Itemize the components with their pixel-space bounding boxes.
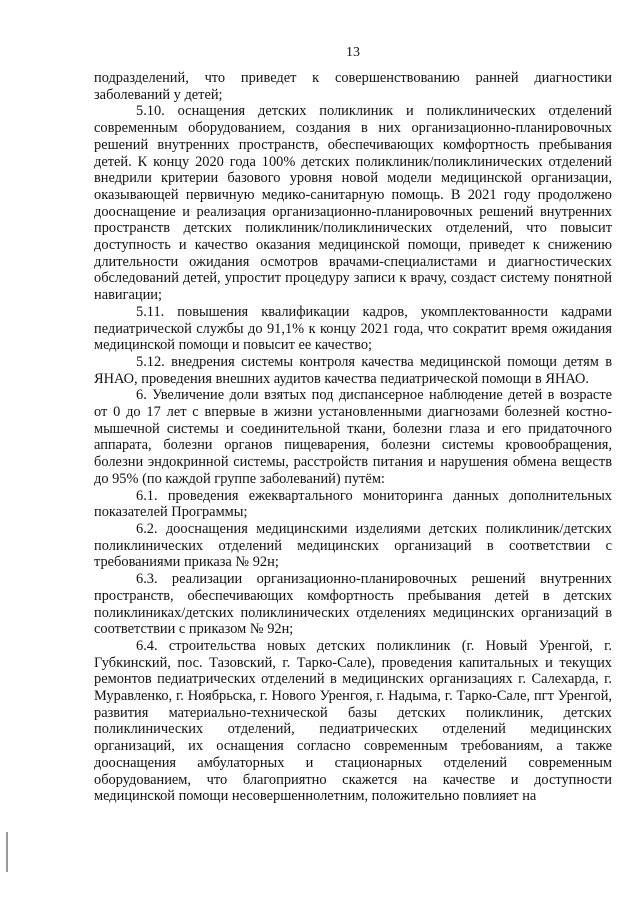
paragraph-5-12: 5.12. внедрения системы контроля качества медицинской помощи детям в ЯНАО, проведения внешних аудитов качества педиатрической помощи в ЯНАО. — [94, 353, 612, 387]
paragraph-6-2: 6.2. дооснащения медицинскими изделиями детских поликлиник/детских поликлинических отделений медицинских организаций в соответствии с требованиями приказа № 92н; — [94, 520, 612, 571]
paragraph-6-3: 6.3. реализации организационно-планировочных решений внутренних пространств, обеспечивающих комфортность пребывания детей в детских поликлиниках/детских поликлинических отделениях медицинских организаций в соответствии с приказом № 92н; — [94, 571, 612, 638]
page-number: 13 — [346, 45, 360, 60]
paragraph-5-10: 5.10. оснащения детских поликлиник и поликлинических отделений современным оборудованием, создания в них организационно-планировочных решений внутренних пространств, обеспечивающих комфортность пребывания детей. К концу 2020 года 100% детских поликлиник/поликлинических отделений внедрили критерии базового уровня новой модели медицинской организации, оказывающей первичную медико-санитарную помощь. В 2021 году продолжено дооснащение и реализация организационно-планировочных решений внутренних пространств детских поликлиник/поликлинических отделений, что повысит доступность и качество оказания медицинской помощи, приведет к снижению длительности ожидания осмотров врачами-специалистами и диагностических обследований детей, упростит процедуру записи к врачу, создаст систему понятной навигации; — [94, 103, 612, 304]
paragraph-6: 6. Увеличение доли взятых под диспансерное наблюдение детей в возрасте от 0 до 17 лет с впервые в жизни установленными диагнозами болезней костно-мышечной системы и соединительной ткани, болезни глаза и его придаточного аппарата, болезни органов пищеварения, болезни системы кровообращения, болезни эндокринной системы, расстройств питания и нарушения обмена веществ до 95% (по каждой группе заболеваний) путём: — [94, 387, 612, 487]
paragraph-6-1: 6.1. проведения ежеквартального мониторинга данных дополнительных показателей Программы; — [94, 487, 612, 521]
paragraph-5-11: 5.11. повышения квалификации кадров, укомплектованности кадрами педиатрической службы до 91,1% к концу 2021 года, что сократит время ожидания медицинской помощи и повысит ее качество; — [94, 303, 612, 354]
scan-edge-mark — [6, 832, 8, 872]
paragraph-6-4: 6.4. строительства новых детских поликлиник (г. Новый Уренгой, г. Губкинский, пос. Тазовский, г. Тарко-Сале), проведения капитальных и текущих ремонтов педиатрических отделений в медицинских организациях г. Салехарда, г. Муравленко, г. Ноябрьска, г. Нового Уренгоя, г. Надыма, г. Тарко-Сале, пгт Уренгой, развития материально-технической базы детских поликлиник, детских поликлинических отделений, педиатрических отделений медицинских организаций, их оснащения согласно современным требованиям, а также дооснащения амбулаторных и стационарных отделений современным оборудованием, что благоприятно скажется на качестве и доступности медицинской помощи несовершеннолетним, положительно повлияет на — [94, 637, 612, 805]
paragraph-intro-continuation: подразделений, что приведет к совершенствованию ранней диагностики заболеваний у детей; — [94, 70, 612, 103]
